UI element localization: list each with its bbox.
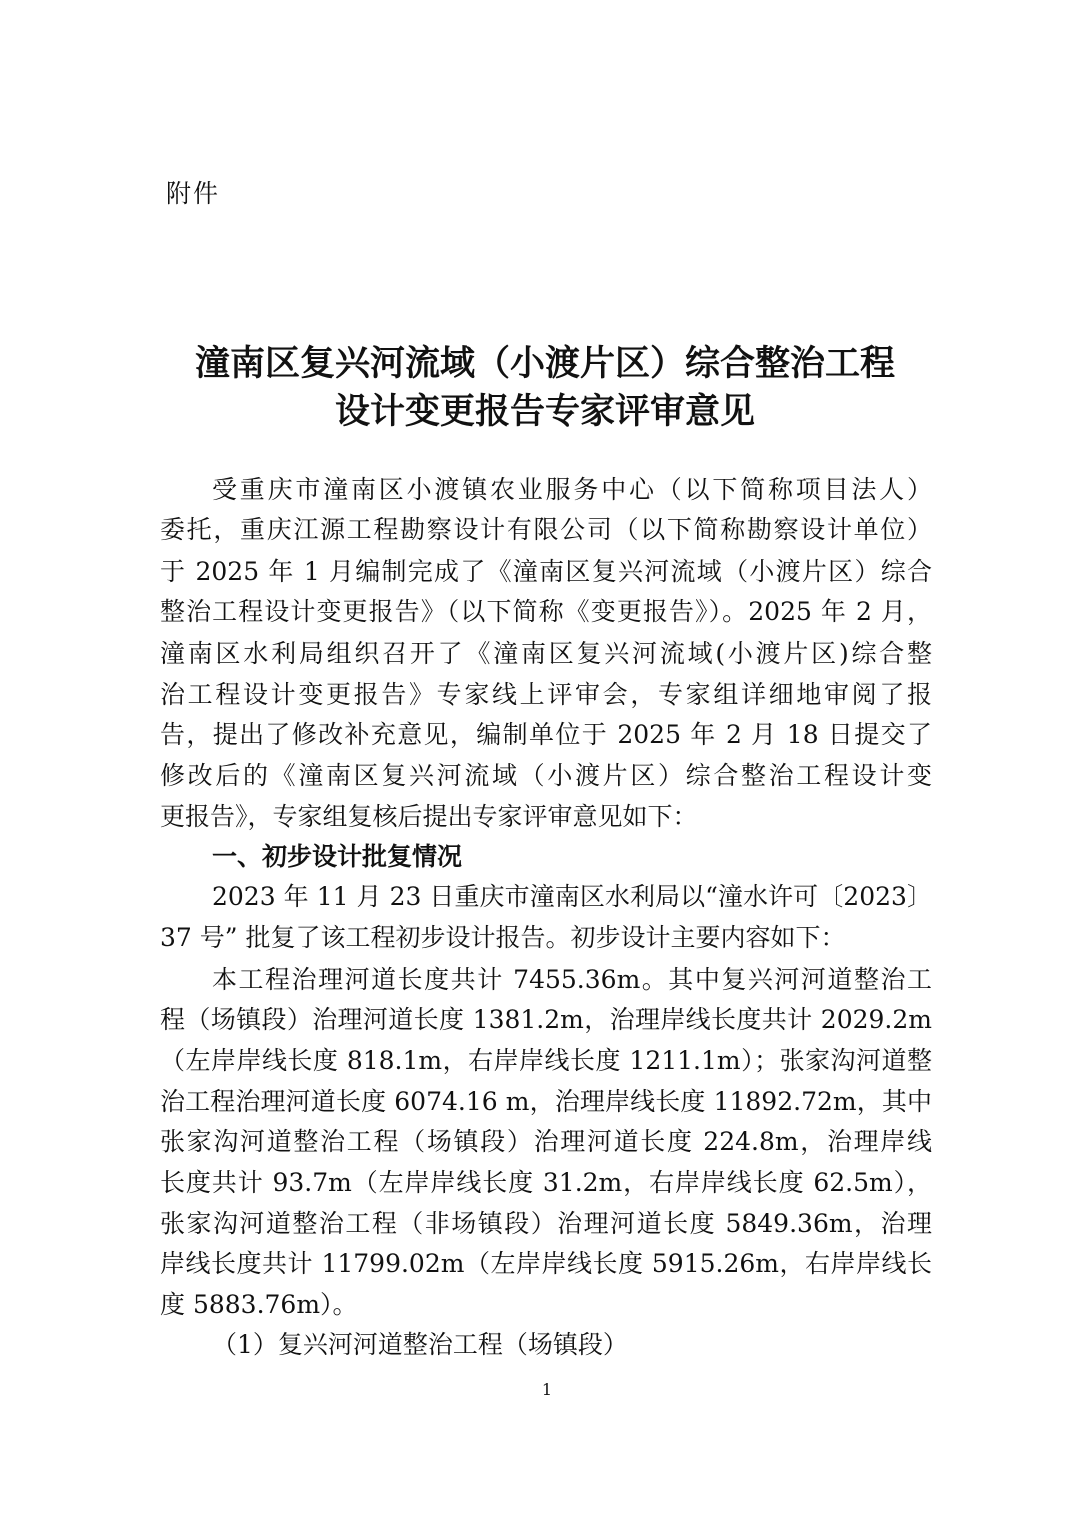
paragraph-1-line: 受重庆市潼南区小渡镇农业服务中心（以下简称项目法人）: [212, 475, 932, 504]
paragraph-1-line: 更报告》，专家组复核后提出专家评审意见如下：: [160, 802, 698, 831]
paragraph-1-line: 整治工程设计变更报告》（以下简称《变更报告》）。2025 年 2 月，: [160, 597, 932, 626]
paragraph-3-line: 本工程治理河道长度共计 7455.36m。其中复兴河河道整治工: [212, 965, 932, 994]
document-title-line-2: 设计变更报告专家评审意见: [334, 391, 755, 432]
paragraph-1-line: 修改后的《潼南区复兴河流域（小渡片区）综合整治工程设计变: [160, 761, 932, 790]
paragraph-3-line: 程（场镇段）治理河道长度 1381.2m，治理岸线长度共计 2029.2m: [160, 1005, 932, 1034]
paragraph-1-line: 于 2025 年 1 月编制完成了《潼南区复兴河流域（小渡片区）综合: [160, 557, 932, 586]
paragraph-1-line: 治工程设计变更报告》专家线上评审会，专家组详细地审阅了报: [160, 680, 932, 709]
paragraph-2-line: 37 号” 批复了该工程初步设计报告。初步设计主要内容如下：: [160, 923, 846, 952]
paragraph-1-line: 潼南区水利局组织召开了《潼南区复兴河流域(小渡片区)综合整: [160, 639, 932, 668]
paragraph-3-line: 张家沟河道整治工程（场镇段）治理河道长度 224.8m，治理岸线: [160, 1127, 932, 1156]
paragraph-3-line: 岸线长度共计 11799.02m（左岸岸线长度 5915.26m，右岸岸线长: [160, 1249, 932, 1278]
paragraph-3-line: 治工程治理河道长度 6074.16 m，治理岸线长度 11892.72m，其中: [160, 1087, 932, 1116]
paragraph-3-line: 张家沟河道整治工程（非场镇段）治理河道长度 5849.36m，治理: [160, 1209, 932, 1238]
paragraph-3-line: 度 5883.76m）。: [160, 1290, 358, 1319]
attachment-label: 附件: [166, 179, 221, 208]
paragraph-2-line: 2023 年 11 月 23 日重庆市潼南区水利局以“潼水许可〔2023〕: [212, 882, 932, 911]
paragraph-3-line: 长度共计 93.7m（左岸岸线长度 31.2m，右岸岸线长度 62.5m），: [160, 1168, 932, 1197]
section-heading: 一、初步设计批复情况: [212, 842, 463, 871]
document-title-line-1: 潼南区复兴河流域（小渡片区）综合整治工程: [194, 343, 895, 384]
paragraph-3-line: （左岸岸线长度 818.1m，右岸岸线长度 1211.1m）；张家沟河道整: [160, 1046, 932, 1075]
page-number: 1: [541, 1380, 553, 1399]
subsection-heading: （1）复兴河河道整治工程（场镇段）: [212, 1330, 628, 1359]
paragraph-1-line: 委托，重庆江源工程勘察设计有限公司（以下简称勘察设计单位）: [160, 515, 932, 544]
paragraph-1-line: 告，提出了修改补充意见，编制单位于 2025 年 2 月 18 日提交了: [160, 720, 932, 749]
